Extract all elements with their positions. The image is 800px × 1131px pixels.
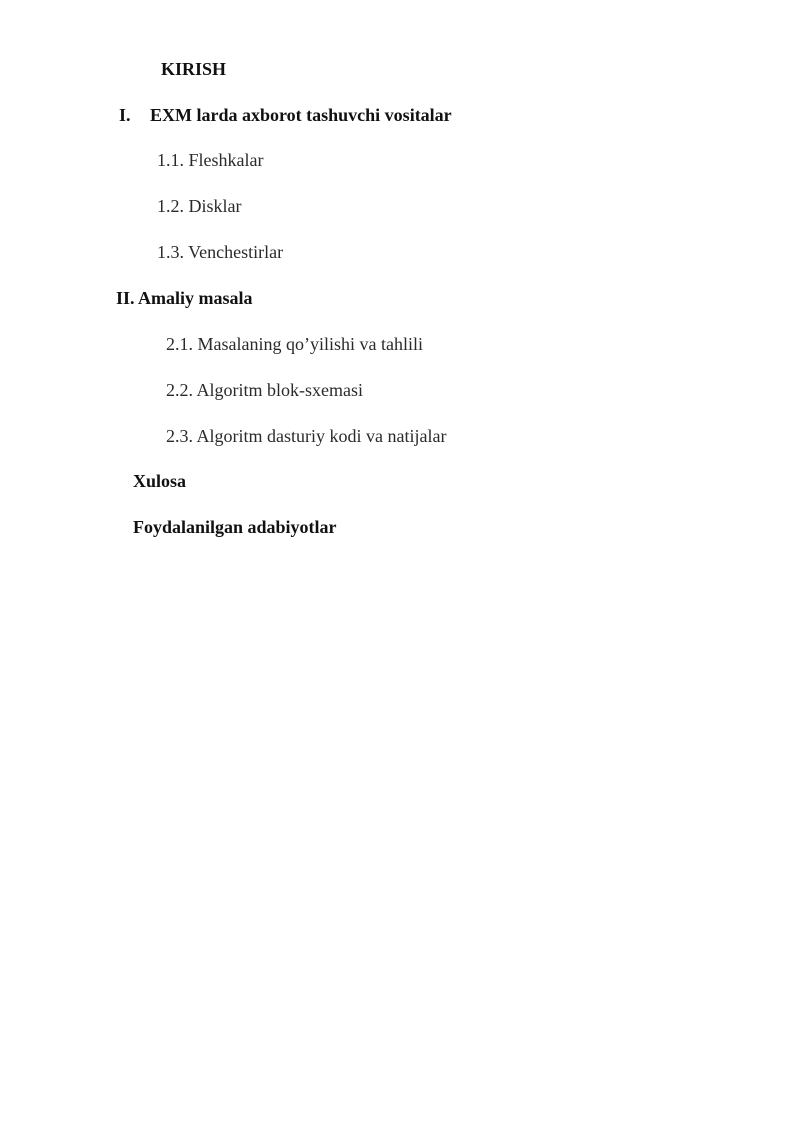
toc-item-1-2: 1.2. Disklar — [157, 196, 242, 216]
toc-section-2: II. Amaliy masala — [116, 288, 253, 308]
toc-section-1 — [119, 104, 452, 126]
toc-item-2-3: 2.3. Algoritm dasturiy kodi va natijalar — [166, 426, 447, 446]
toc-item-1-1: 1.1. Fleshkalar — [157, 150, 264, 170]
toc-item-1-3: 1.3. Venchestirlar — [157, 242, 284, 262]
toc-conclusion: Xulosa — [133, 471, 187, 491]
section-1-number: I. — [119, 105, 131, 125]
toc-item-2-2: 2.2. Algoritm blok-sxemasi — [166, 380, 363, 400]
section-1-title: EXM larda axborot tashuvchi vositalar — [150, 105, 452, 125]
toc-item-2-1: 2.1. Masalaning qo’yilishi va tahlili — [166, 334, 423, 354]
toc-intro: KIRISH — [161, 59, 227, 79]
toc-references: Foydalanilgan adabiyotlar — [133, 517, 337, 537]
